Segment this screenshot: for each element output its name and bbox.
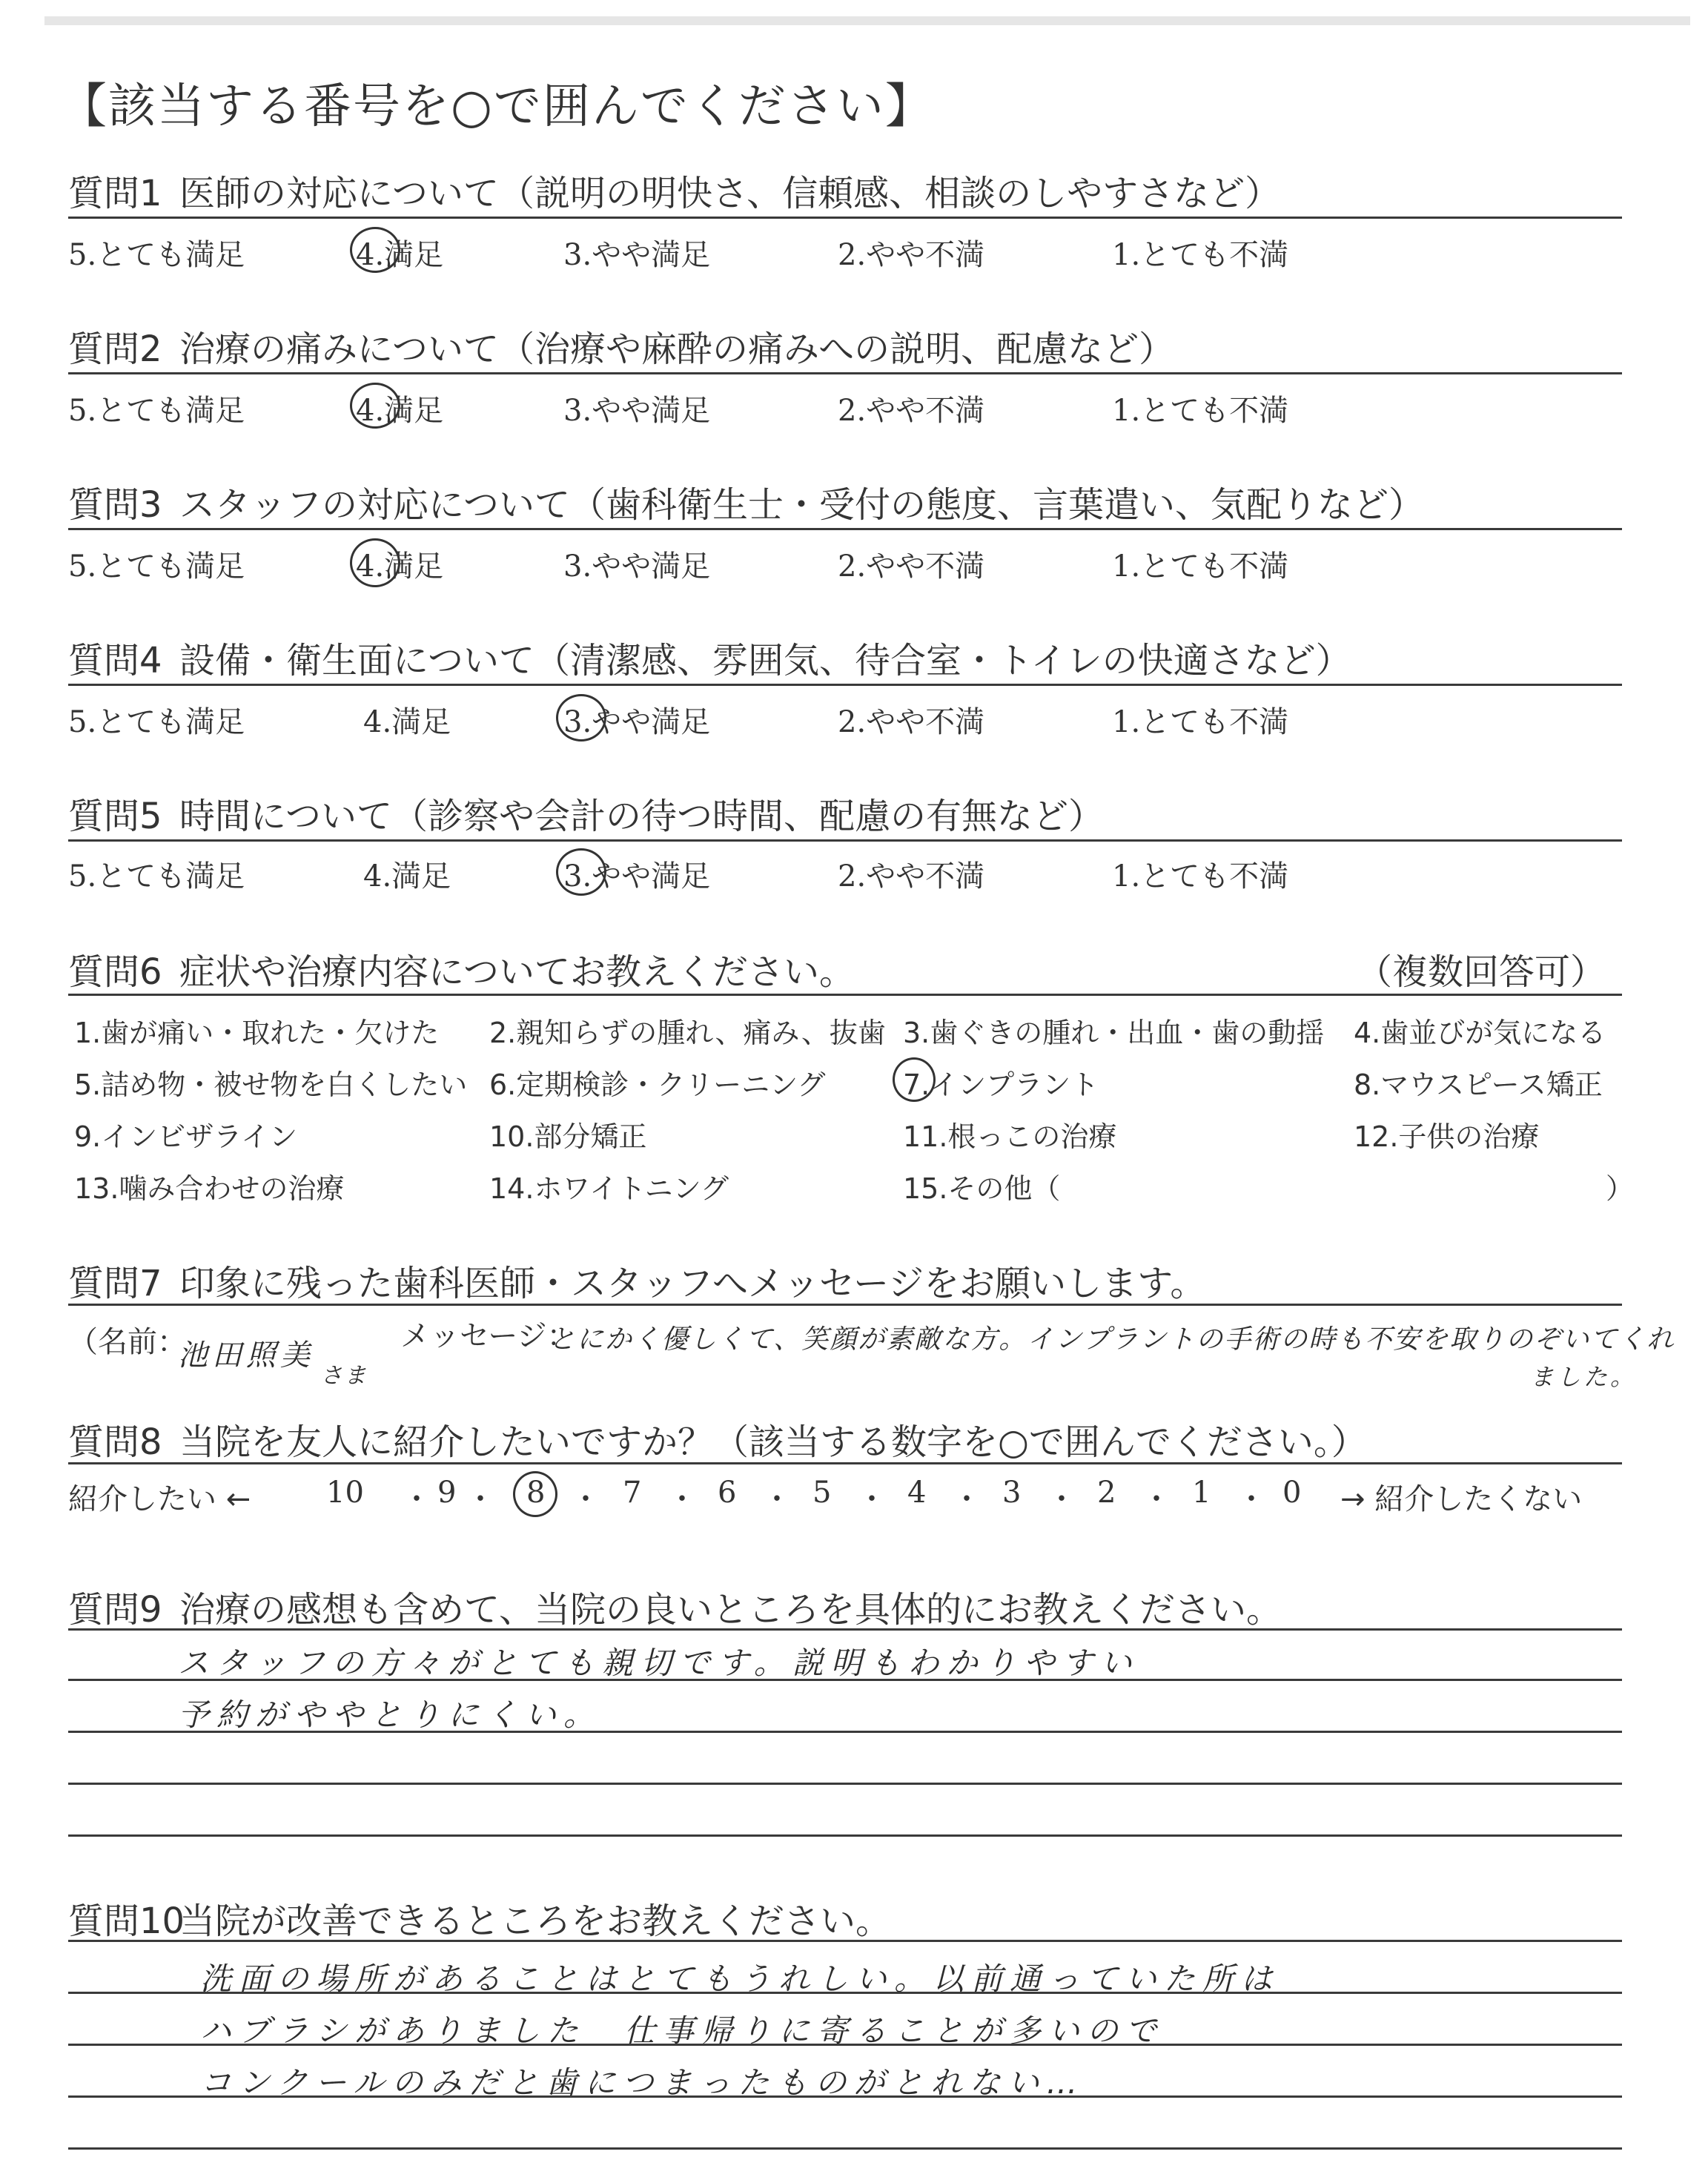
option-5[interactable]: 5.とても満足 [68,859,245,894]
question-10-heading [68,1892,891,1943]
answer-line [68,2147,1622,2150]
selection-circle [350,383,400,429]
symptom-option[interactable]: 13.噛み合わせの治療 [74,1172,345,1205]
symptom-option[interactable]: 11.根っこの治療 [903,1120,1117,1153]
scale-dot: ・ [1237,1482,1266,1516]
question-number: 質問1 [68,173,162,214]
scale-dot: ・ [762,1482,792,1516]
scale-value[interactable]: 10 [326,1476,364,1510]
page-title: 【該当する番号を○で囲んでください】 [59,79,934,134]
scale-value[interactable]: 7 [623,1476,642,1510]
message-label: メッセージ： [400,1319,577,1353]
option-5[interactable]: 5.とても満足 [68,238,245,272]
option-3[interactable]: 3.やや満足 [563,394,711,428]
question-number: 質問6 [68,951,162,993]
option-3[interactable]: 3.やや満足 [563,859,711,894]
question-number: 質問3 [68,484,162,526]
question-2-heading [68,320,1174,371]
symptom-option[interactable]: 2.親知らずの腫れ、痛み、抜歯 [489,1017,886,1049]
option-2[interactable]: 2.やや不満 [838,549,985,584]
scale-dot: ・ [667,1482,697,1516]
symptom-option[interactable]: 14.ホワイトニング [489,1172,729,1205]
symptom-option[interactable]: 7.インプラント [903,1069,1099,1101]
question-text: スタッフの対応について（歯科衛生士・受付の態度、言葉遣い、気配りなど） [179,484,1425,526]
question-text: 時間について（診察や会計の待つ時間、配慮の有無など） [179,796,1105,837]
scale-value[interactable]: 8 [526,1476,546,1510]
question-9-heading [68,1581,1282,1632]
question-text: 印象に残った歯科医師・スタッフへメッセージをお願いします。 [179,1263,1206,1304]
scale-dot: ・ [571,1482,600,1516]
question-8-heading [68,1413,1367,1464]
option-2[interactable]: 2.やや不満 [838,859,985,894]
scale-value[interactable]: 3 [1002,1476,1022,1510]
answer-text-line: 予約がややとりにくい。 [178,1697,603,1733]
rule [68,994,1622,996]
scale-value[interactable]: 0 [1282,1476,1302,1510]
answer-line [68,1783,1622,1785]
rule [68,684,1622,686]
symptom-option[interactable]: 9.インビザライン [74,1120,298,1153]
other-close-paren: ） [1606,1172,1635,1205]
question-text: 治療の感想も含めて、当院の良いところを具体的にお教えください。 [179,1589,1282,1631]
question-text: 症状や治療内容についてお教えください。 [179,951,855,993]
rule [68,217,1622,219]
option-1[interactable]: 1.とても不満 [1112,705,1289,739]
question-number: 質問9 [68,1589,162,1631]
name-label: （名前： [68,1325,187,1359]
question-3-heading [68,476,1424,527]
scale-value[interactable]: 4 [907,1476,927,1510]
option-4[interactable]: 4.満足 [356,394,444,428]
symptom-option[interactable]: 6.定期検診・クリーニング [489,1069,826,1101]
scale-value[interactable]: 6 [718,1476,737,1510]
option-3[interactable]: 3.やや満足 [563,705,711,739]
option-5[interactable]: 5.とても満足 [68,549,245,584]
scale-value[interactable]: 1 [1192,1476,1211,1510]
symptom-option[interactable]: 10.部分矯正 [489,1120,647,1153]
option-1[interactable]: 1.とても不満 [1112,238,1289,272]
option-4[interactable]: 4.満足 [363,705,451,739]
symptom-option[interactable]: 1.歯が痛い・取れた・欠けた [74,1017,440,1049]
question-number: 質問8 [68,1421,162,1463]
option-1[interactable]: 1.とても不満 [1112,859,1289,894]
multiple-answers-note: （複数回答可） [1357,951,1606,993]
option-5[interactable]: 5.とても満足 [68,394,245,428]
symptom-option[interactable]: 5.詰め物・被せ物を白くしたい [74,1069,468,1101]
symptom-option[interactable]: 8.マウスピース矯正 [1354,1069,1603,1101]
question-4-heading [68,632,1351,683]
scale-value[interactable]: 2 [1097,1476,1116,1510]
option-1[interactable]: 1.とても不満 [1112,394,1289,428]
option-2[interactable]: 2.やや不満 [838,394,985,428]
symptom-option[interactable]: 12.子供の治療 [1354,1120,1540,1153]
answer-line [68,1628,1622,1631]
question-text: 当院を友人に紹介したいですか？（該当する数字を○で囲んでください。） [179,1421,1367,1463]
question-text: 当院が改善できるところをお教えください。 [179,1900,892,1942]
symptom-option[interactable]: 3.歯ぐきの腫れ・出血・歯の動揺 [903,1017,1325,1049]
option-4[interactable]: 4.満足 [356,549,444,584]
name-value: 池田照美 [178,1338,314,1373]
scale-value[interactable]: 9 [437,1476,457,1510]
symptom-option[interactable]: 15.その他（ [903,1172,1061,1205]
rule [68,528,1622,530]
option-4[interactable]: 4.満足 [363,859,451,894]
scale-dot: ・ [402,1482,431,1516]
question-6-heading [68,943,855,994]
selection-circle [350,538,400,587]
question-number: 質問5 [68,796,162,837]
option-3[interactable]: 3.やや満足 [563,238,711,272]
answer-text-line: コンクールのみだと歯につまったものがとれない… [200,2064,1085,2101]
selection-circle [556,694,606,742]
option-5[interactable]: 5.とても満足 [68,705,245,739]
answer-line [68,1940,1622,1942]
top-scan-edge [44,16,1690,25]
selection-circle [350,227,400,273]
option-4[interactable]: 4.満足 [356,238,444,272]
scale-left-label: 紹介したい ← [68,1482,251,1516]
question-text: 設備・衛生面について（清潔感、雰囲気、待合室・トイレの快適さなど） [179,640,1351,681]
question-text: 医師の対応について（説明の明快さ、信頼感、相談のしやすさなど） [179,173,1281,214]
selection-circle [556,848,606,896]
question-number: 質問4 [68,640,162,681]
rule [68,1462,1622,1464]
name-suffix: さま [320,1363,368,1389]
option-3[interactable]: 3.やや満足 [563,549,711,584]
scale-dot: ・ [952,1482,982,1516]
question-7-heading [68,1255,1205,1306]
rule [68,1304,1622,1306]
selection-circle [893,1057,936,1102]
question-number: 質問7 [68,1263,162,1304]
selection-circle [513,1471,557,1517]
scale-dot: ・ [1142,1482,1171,1516]
question-5-heading [68,787,1104,839]
rule [68,372,1622,374]
scale-value[interactable]: 5 [812,1476,832,1510]
option-2[interactable]: 2.やや不満 [838,705,985,739]
answer-text-line: ハブラシがありました 仕事帰りに寄ることが多いので [200,2012,1165,2049]
answer-text-line: スタッフの方々がとても親切です。説明もわかりやすい [178,1645,1139,1681]
scale-right-label: → 紹介したくない [1340,1482,1583,1516]
scale-dot: ・ [857,1482,887,1516]
question-text: 治療の痛みについて（治療や麻酔の痛みへの説明、配慮など） [179,328,1175,370]
answer-line [68,1834,1622,1837]
scale-dot: ・ [1047,1482,1076,1516]
question-number: 質問2 [68,328,162,370]
scale-dot: ・ [466,1482,495,1516]
answer-text-line: 洗面の場所があることはとてもうれしい。以前通っていた所は [200,1961,1280,1997]
question-1-heading [68,165,1280,216]
question-number: 質問10 [68,1900,185,1942]
message-line-2: ました。 [1530,1363,1638,1391]
option-2[interactable]: 2.やや不満 [838,238,985,272]
rule [68,839,1622,842]
message-line-1: とにかく優しくて、笑顔が素敵な方。インプラントの手術の時も不安を取りのぞいてくれ [549,1324,1675,1355]
symptom-option[interactable]: 4.歯並びが気になる [1354,1017,1606,1049]
option-1[interactable]: 1.とても不満 [1112,549,1289,584]
